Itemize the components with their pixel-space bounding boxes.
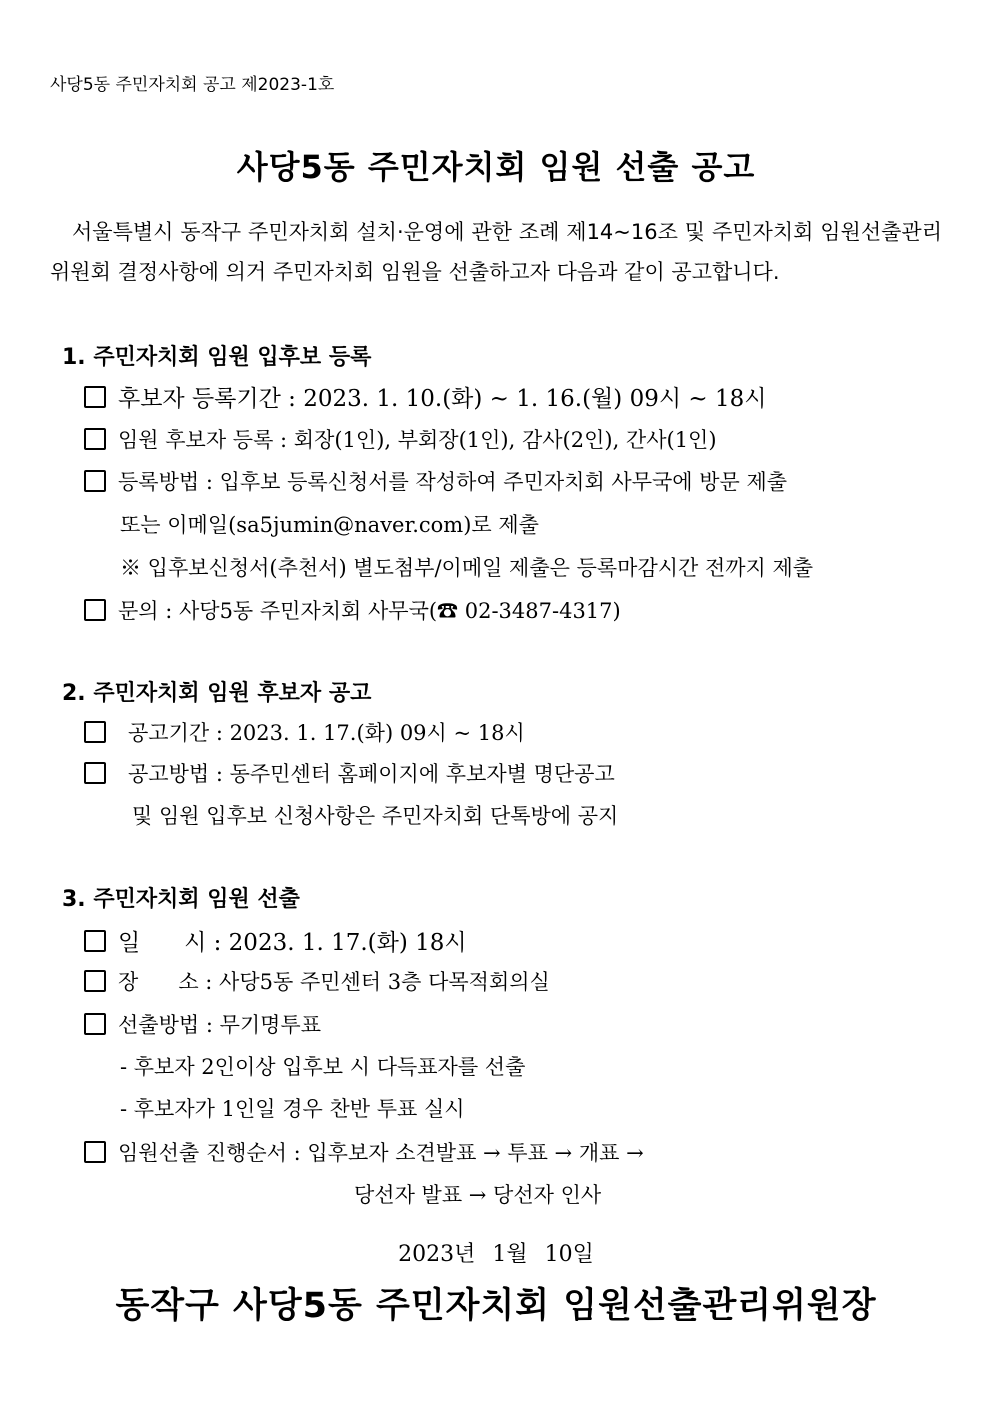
- item-text: 후보자 등록기간 : 2023. 1. 10.(화) ~ 1. 16.(월) 09시 ~ 18시: [118, 386, 767, 412]
- section-3-method-sub-1: - 후보자 2인이상 입후보 시 다득표자를 선출: [120, 1055, 526, 1079]
- item-text: 선출방법 : 무기명투표: [118, 1013, 321, 1037]
- checkbox-icon: [84, 1013, 106, 1035]
- item-text: 일 시 : 2023. 1. 17.(화) 18시: [118, 930, 467, 956]
- section-1-item-method: [84, 466, 787, 496]
- item-text: 공고기간 : 2023. 1. 17.(화) 09시 ~ 18시: [128, 721, 525, 745]
- section-1-note: ※ 입후보신청서(추천서) 별도첨부/이메일 제출은 등록마감시간 전까지 제출: [120, 556, 814, 580]
- checkbox-icon: [84, 762, 106, 784]
- checkbox-icon: [84, 1141, 106, 1163]
- section-3-item-place: [84, 966, 550, 996]
- checkbox-icon: [84, 721, 106, 743]
- checkbox-icon: [84, 599, 106, 621]
- item-text: 임원 후보자 등록 : 회장(1인), 부회장(1인), 감사(2인), 간사(1인): [118, 428, 717, 452]
- page-title: 사당5동 주민자치회 임원 선출 공고: [236, 148, 756, 186]
- item-text: 등록방법 : 입후보 등록신청서를 작성하여 주민자치회 사무국에 방문 제출: [118, 470, 788, 494]
- section-3-item-order: [84, 1137, 644, 1167]
- checkbox-icon: [84, 970, 106, 992]
- checkbox-icon: [84, 470, 106, 492]
- section-3-item-datetime: [84, 924, 467, 957]
- checkbox-icon: [84, 386, 106, 408]
- item-text: 장 소 : 사당5동 주민센터 3층 다목적회의실: [118, 970, 550, 994]
- section-3-order-continuation: 당선자 발표 → 당선자 인사: [354, 1183, 602, 1207]
- section-1-heading: 1. 주민자치회 임원 입후보 등록: [62, 345, 372, 370]
- item-text: 임원선출 진행순서 : 입후보자 소견발표 → 투표 → 개표 →: [118, 1141, 644, 1165]
- section-3-heading: 3. 주민자치회 임원 선출: [62, 887, 300, 912]
- section-1-item-contact: [84, 595, 621, 625]
- item-text: 공고방법 : 동주민센터 홈페이지에 후보자별 명단공고: [128, 762, 615, 786]
- section-2-item-method: [84, 758, 615, 788]
- signer: 동작구 사당5동 주민자치회 임원선출관리위원장: [115, 1286, 877, 1326]
- section-2-heading: 2. 주민자치회 임원 후보자 공고: [62, 681, 372, 706]
- section-3-method-sub-2: - 후보자가 1인일 경우 찬반 투표 실시: [120, 1097, 465, 1121]
- notice-date: 2023년 1월 10일: [398, 1242, 594, 1267]
- notice-number: 사당5동 주민자치회 공고 제2023-1호: [50, 75, 335, 95]
- section-1-item-period: [84, 380, 766, 413]
- section-3-item-method: [84, 1009, 321, 1039]
- checkbox-icon: [84, 428, 106, 450]
- section-2-item-period: [84, 717, 525, 747]
- section-1-method-continuation: 또는 이메일(sa5jumin@naver.com)로 제출: [120, 513, 539, 537]
- section-1-item-positions: [84, 424, 717, 454]
- section-2-method-continuation: 및 임원 입후보 신청사항은 주민자치회 단톡방에 공지: [132, 804, 619, 828]
- intro-paragraph: 서울특별시 동작구 주민자치회 설치·운영에 관한 조례 제14~16조 및 주민자치회 임원선출관리위원회 결정사항에 의거 주민자치회 임원을 선출하고자 다음과 같이 공고합니다.: [50, 220, 942, 284]
- checkbox-icon: [84, 930, 106, 952]
- item-text: 문의 : 사당5동 주민자치회 사무국(☎ 02-3487-4317): [118, 599, 621, 623]
